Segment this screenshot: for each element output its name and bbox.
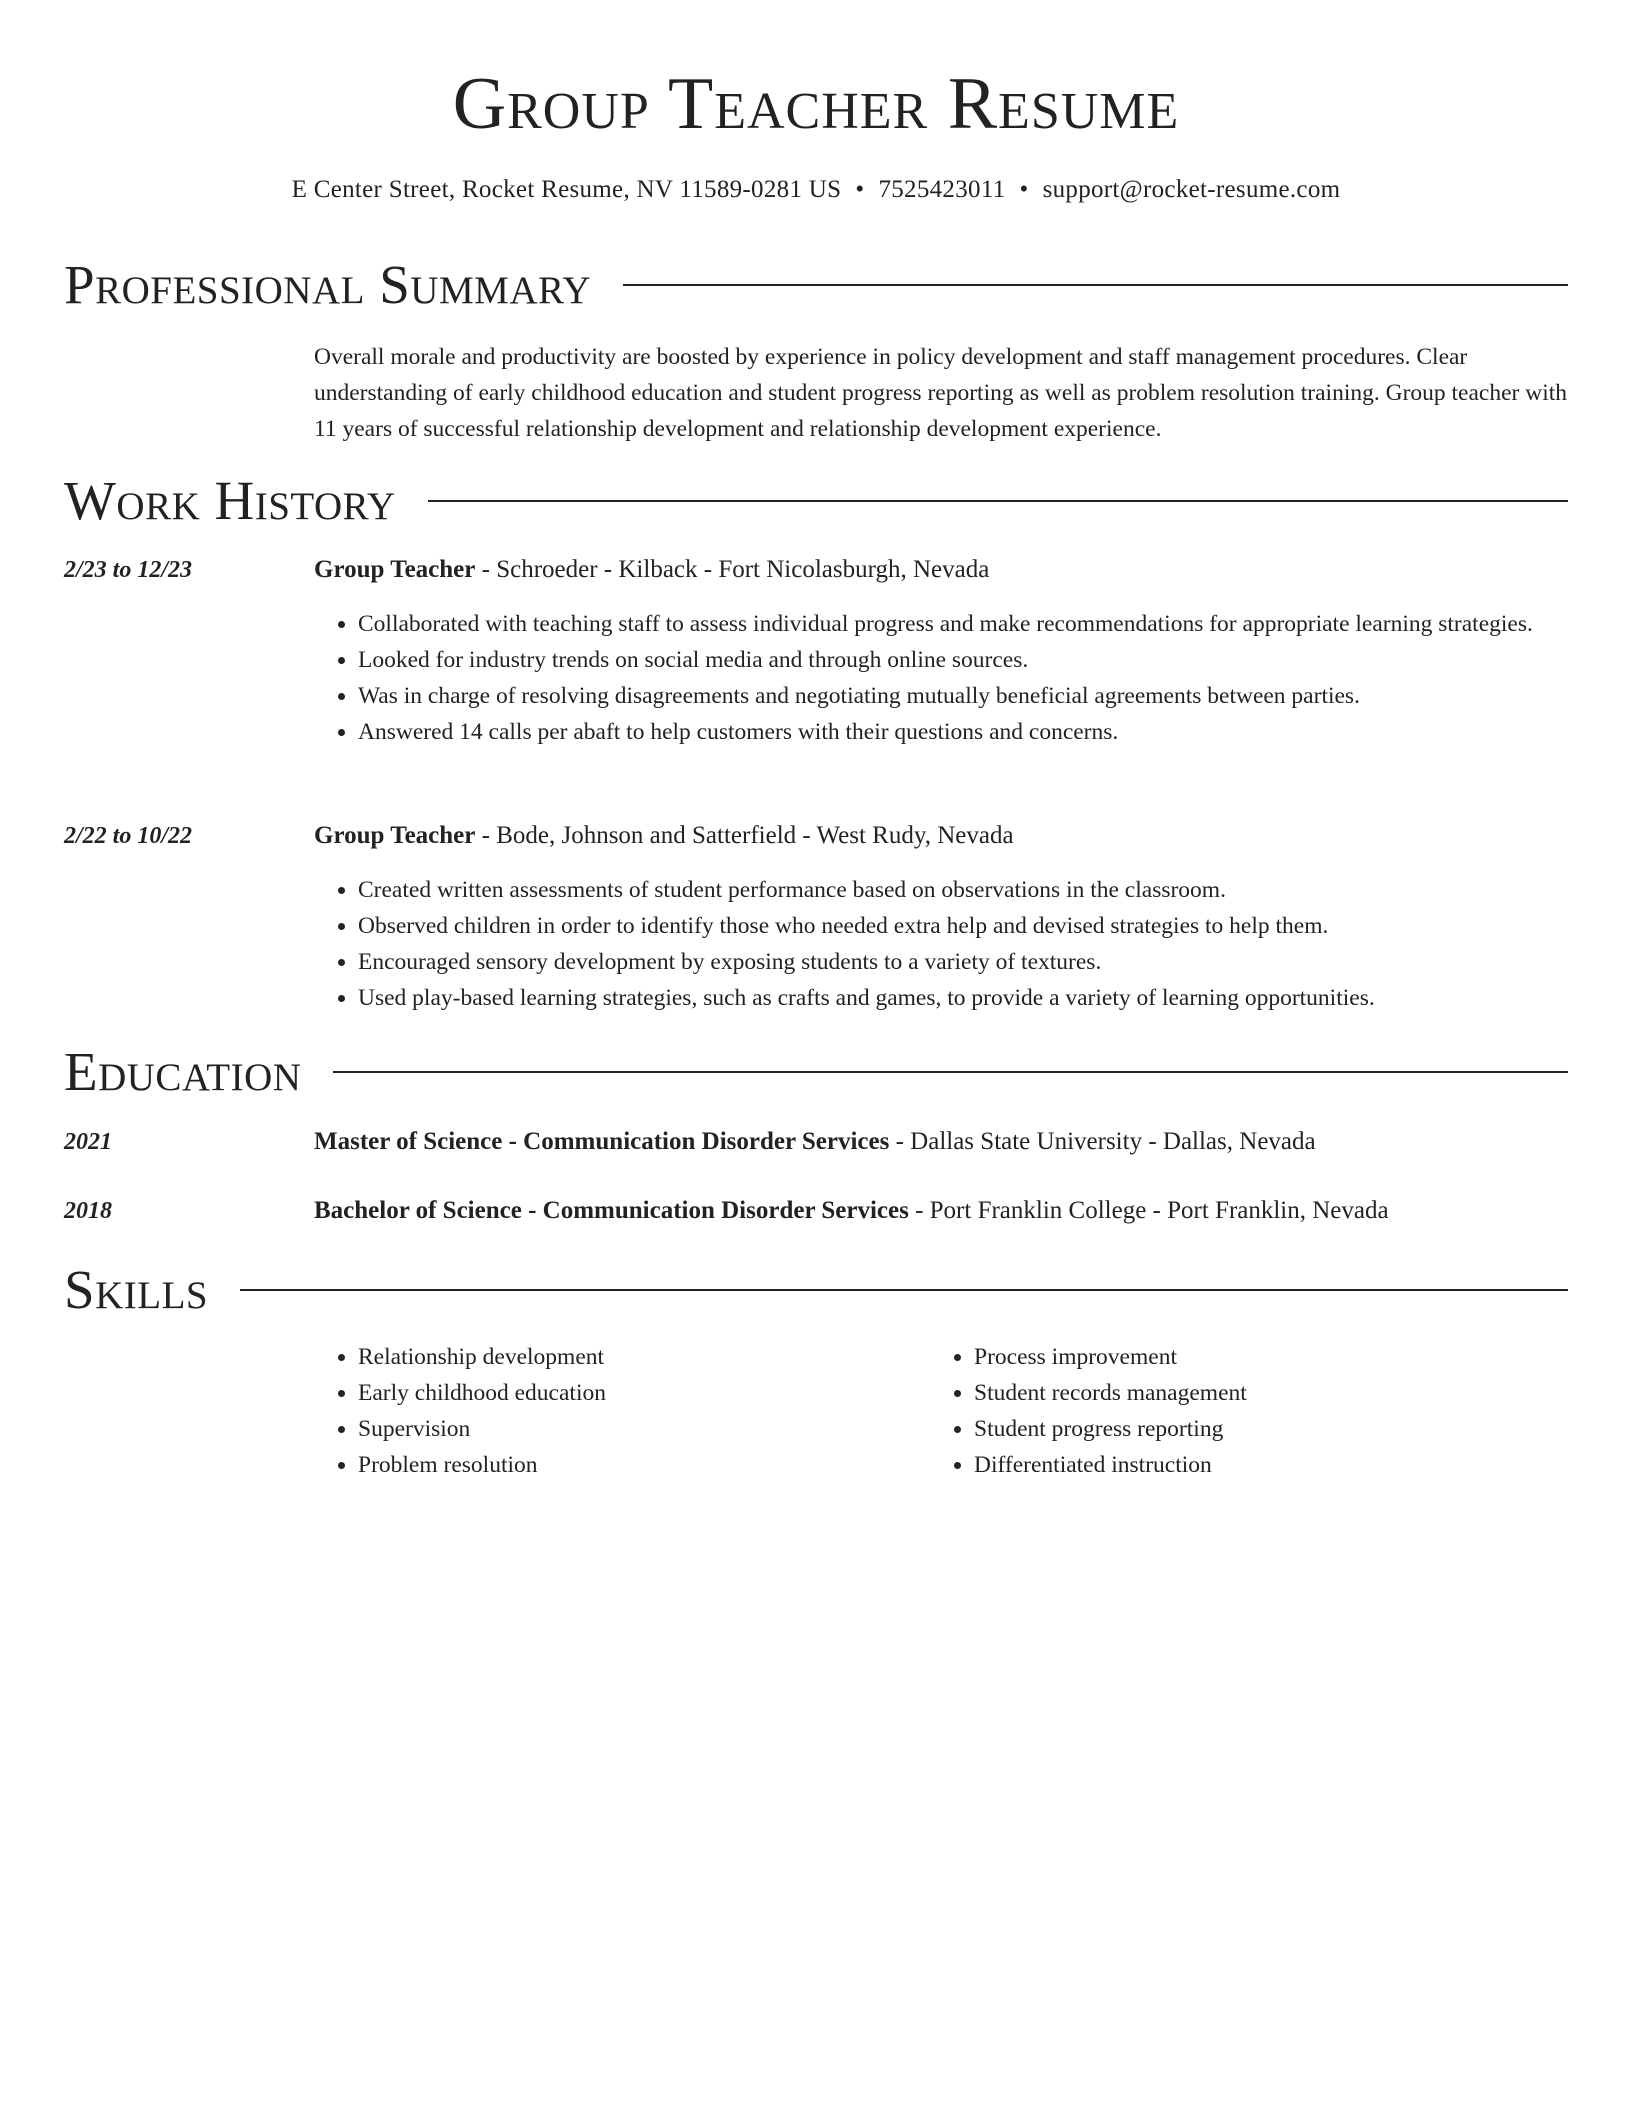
- job-details: - Bode, Johnson and Satterfield - West Rudy, Nevada: [475, 822, 1014, 849]
- skill-item: • Student records management: [974, 1375, 1574, 1411]
- contact-line: [0, 174, 1632, 206]
- education-year: 2021: [64, 1129, 112, 1155]
- separator-dot: •: [855, 176, 865, 203]
- section-title: Education: [64, 1041, 302, 1102]
- job-dates: 2/23 to 12/23: [64, 557, 193, 583]
- job-details: - Schroeder - Kilback - Fort Nicolasburgh, Nevada: [475, 556, 990, 583]
- list-item: • Collaborated with teaching staff to assess individual progress and make recommendations for appropriate learning strategies.: [358, 606, 1568, 642]
- list-item: • Encouraged sensory development by exposing students to a variety of textures.: [358, 944, 1568, 980]
- list-item: • Looked for industry trends on social media and through online sources.: [358, 642, 1568, 678]
- section-divider: [623, 284, 1568, 286]
- job-role: Group Teacher: [314, 556, 476, 583]
- job-title-line: [314, 554, 1568, 586]
- skill-item: • Early childhood education: [358, 1375, 918, 1411]
- list-item: • Observed children in order to identify those who needed extra help and devised strategies to help them.: [358, 908, 1568, 944]
- section-header-education: [64, 1040, 1568, 1104]
- skill-item: • Differentiated instruction: [974, 1447, 1574, 1483]
- summary-text: Overall morale and productivity are boosted by experience in policy development and staff management procedures. Clear understanding of early childhood education and student progress reporting as well as problem resolution training. Group teacher with 11 years of successful relationship development and relationship development experience.: [314, 344, 1568, 442]
- list-item: • Used play-based learning strategies, such as crafts and games, to provide a variety of learning opportunities.: [358, 980, 1568, 1016]
- skills-list-right: [930, 1339, 1574, 1483]
- section-header-skills: [64, 1258, 1568, 1322]
- skill-item: • Process improvement: [974, 1339, 1574, 1375]
- contact-email: support@rocket-resume.com: [1042, 176, 1341, 203]
- job-title-line: [314, 820, 1568, 852]
- separator-dot: •: [1019, 176, 1029, 203]
- list-item: • Was in charge of resolving disagreements and negotiating mutually beneficial agreements between parties.: [358, 678, 1568, 714]
- section-title: Work History: [64, 470, 396, 531]
- education-line: [314, 1195, 1568, 1227]
- contact-address: E Center Street, Rocket Resume, NV 11589-0281 US: [291, 176, 842, 203]
- education-details: - Port Franklin College - Port Franklin, Nevada: [908, 1197, 1389, 1224]
- skill-item: • Supervision: [358, 1411, 918, 1447]
- skill-item: • Problem resolution: [358, 1447, 918, 1483]
- job-dates: 2/22 to 10/22: [64, 823, 193, 849]
- section-title: Skills: [64, 1259, 209, 1320]
- education-degree: Master of Science - Communication Disorder Services: [314, 1128, 890, 1155]
- section-header-work-history: [64, 469, 1568, 533]
- resume-title: Group Teacher Resume: [452, 63, 1180, 145]
- job-bullets: [314, 606, 1568, 750]
- job-role: Group Teacher: [314, 822, 476, 849]
- education-details: - Dallas State University - Dallas, Nevada: [889, 1128, 1316, 1155]
- section-header-summary: [64, 253, 1568, 317]
- section-divider: [333, 1071, 1568, 1073]
- education-line: [314, 1126, 1568, 1158]
- section-divider: [240, 1289, 1568, 1291]
- education-year: 2018: [64, 1198, 112, 1224]
- education-degree: Bachelor of Science - Communication Disorder Services: [314, 1197, 909, 1224]
- skill-item: • Relationship development: [358, 1339, 918, 1375]
- section-divider: [428, 500, 1568, 502]
- skill-item: • Student progress reporting: [974, 1411, 1574, 1447]
- contact-phone: 7525423011: [878, 176, 1006, 203]
- list-item: • Answered 14 calls per abaft to help customers with their questions and concerns.: [358, 714, 1568, 750]
- section-title: Professional Summary: [64, 254, 592, 315]
- skills-list-left: [314, 1339, 918, 1483]
- job-bullets: [314, 872, 1568, 1016]
- list-item: • Created written assessments of student performance based on observations in the classroom.: [358, 872, 1568, 908]
